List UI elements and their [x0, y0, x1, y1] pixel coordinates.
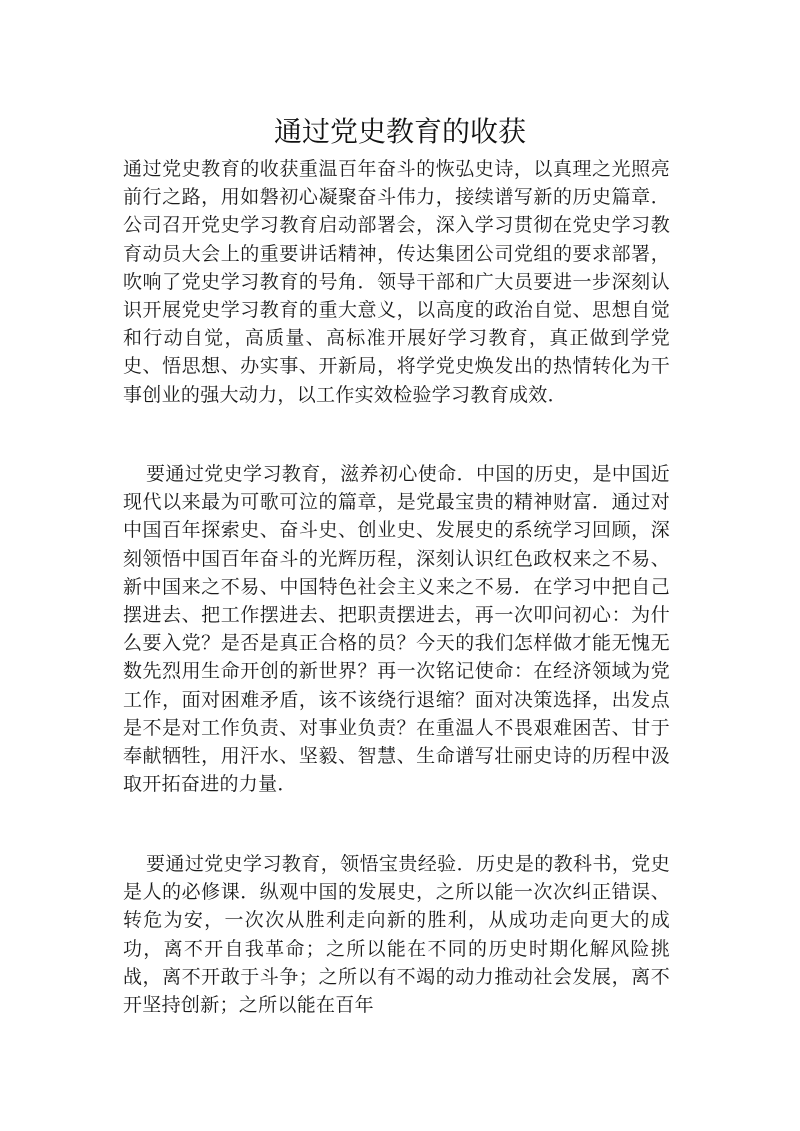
- document-title: 通过党史教育的收获: [273, 115, 526, 148]
- paragraph-2: 要通过党史学习教育，滋养初心使命．中国的历史，是中国近现代以来最为可歌可泣的篇章，是党最宝贵的精神财富．通过对中国百年探索史、奋斗史、创业史、发展史的系统学习回顾，深刻领悟中国百年奋斗的光辉历程，深刻认识红色政权来之不易、新中国来之不易、中国特色社会主义来之不易．在学习中把自己摆进去、把工作摆进去、把职责摆进去，再一次叩问初心：为什么要入党？是否是真正合格的员？今天的我们怎样做才能无愧无数先烈用生命开创的新世界？再一次铭记使命：在经济领域为党工作，面对困难矛盾，该不该绕行退缩？面对决策选择，出发点是不是对工作负责、对事业负责？在重温人不畏艰难困苦、甘于奉献牺牲，用汗水、坚毅、智慧、生命谱写壮丽史诗的历程中汲取开拓奋进的力量．: [123, 463, 670, 796]
- paragraph-3: 要通过党史学习教育，领悟宝贵经验．历史是的教科书，党史是人的必修课．纵观中国的发展史，之所以能一次次纠正错误、转危为安，一次次从胜利走向新的胜利，从成功走向更大的成功，离不开自我革命；之所以能在不同的历史时期化解风险挑战，离不开敢于斗争；之所以有不竭的动力推动社会发展，离不开坚持创新；之所以能在百年: [123, 853, 670, 1017]
- paragraph-1: 通过党史教育的收获重温百年奋斗的恢弘史诗，以真理之光照亮前行之路，用如磐初心凝聚奋斗伟力，接续谱写新的历史篇章．公司召开党史学习教育启动部署会，深入学习贯彻在党史学习教育动员大会上的重要讲话精神，传达集团公司党组的要求部署，吹响了党史学习教育的号角．领导干部和广大员要进一步深刻认识开展党史学习教育的重大意义，以高度的政治自觉、思想自觉和行动自觉，高质量、高标准开展好学习教育，真正做到学党史、悟思想、办实事、开新局，将学党史焕发出的热情转化为干事创业的强大动力，以工作实效检验学习教育成效．: [123, 158, 670, 406]
